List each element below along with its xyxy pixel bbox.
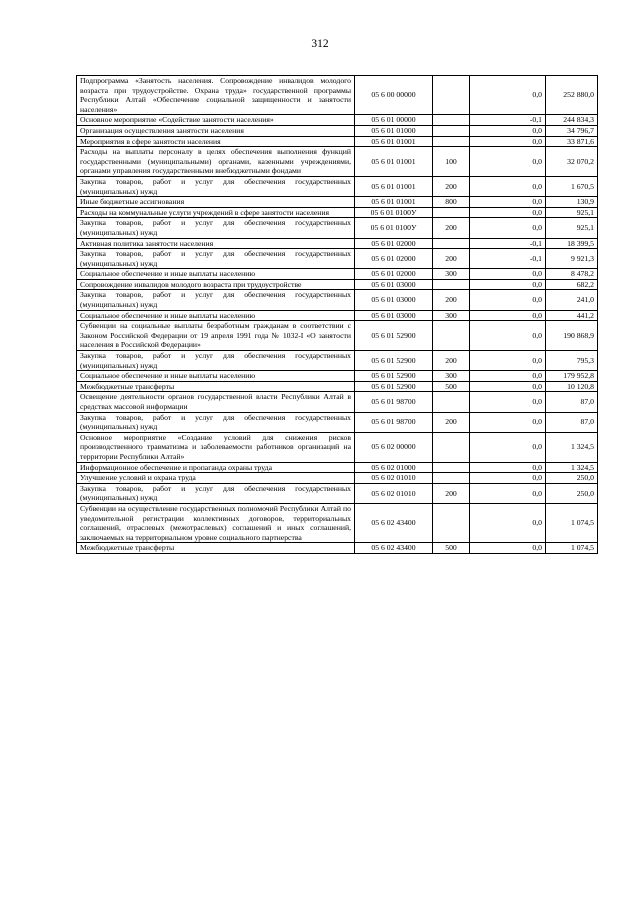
page-number: 312: [311, 38, 329, 50]
row-change-cell: 0,0: [470, 392, 546, 412]
table-row: [77, 351, 598, 371]
row-name-cell: Закупка товаров, работ и услуг для обеспечения государственных (муниципальных) нужд: [77, 176, 355, 196]
row-change-cell: 0,0: [470, 310, 546, 321]
table-row: [77, 310, 598, 321]
row-name-cell: Сопровождение инвалидов молодого возраста при трудоустройстве: [77, 279, 355, 290]
budget-table: [76, 75, 598, 554]
row-expense-type-cell: 200: [433, 483, 470, 503]
row-name-cell: Межбюджетные трансферты: [77, 543, 355, 554]
row-total-cell: 33 871,6: [546, 136, 598, 147]
row-total-cell: 1 074,5: [546, 543, 598, 554]
row-name-cell: Субвенции на осуществление государственных полномочий Республики Алтай по уведомительной регистрации коллективных договоров, территориальных соглашений, отраслевых (межотраслевых) соглашений и иных соглашений, заключаемых на территориальном уровне социального партнерства: [77, 503, 355, 542]
row-name-cell: Закупка товаров, работ и услуг для обеспечения государственных (муниципальных) нужд: [77, 249, 355, 269]
table-row: [77, 269, 598, 280]
table-row: [77, 483, 598, 503]
row-name-cell: Субвенции на социальные выплаты безработным гражданам в соответствии с Законом Российской Федерации от 19 апреля 1991 года № 1032-I «О занятости населения в Российской Федерации»: [77, 321, 355, 351]
row-code-cell: 05 6 01 02000: [355, 249, 433, 269]
row-expense-type-cell: [433, 115, 470, 126]
row-total-cell: 925,1: [546, 207, 598, 218]
row-code-cell: 05 6 01 52900: [355, 371, 433, 382]
row-total-cell: 1 670,5: [546, 176, 598, 196]
table-row: [77, 432, 598, 462]
row-code-cell: 05 6 01 98700: [355, 392, 433, 412]
row-change-cell: -0,1: [470, 238, 546, 249]
row-change-cell: 0,0: [470, 125, 546, 136]
row-change-cell: 0,0: [470, 218, 546, 238]
row-total-cell: 130,9: [546, 197, 598, 208]
row-code-cell: 05 6 01 03000: [355, 279, 433, 290]
row-code-cell: 05 6 01 52900: [355, 381, 433, 392]
row-code-cell: 05 6 01 01001: [355, 136, 433, 147]
row-change-cell: 0,0: [470, 76, 546, 115]
row-change-cell: 0,0: [470, 176, 546, 196]
table-row: [77, 115, 598, 126]
table-row: [77, 503, 598, 542]
row-expense-type-cell: [433, 279, 470, 290]
row-expense-type-cell: 200: [433, 176, 470, 196]
row-total-cell: 87,0: [546, 412, 598, 432]
row-change-cell: 0,0: [470, 462, 546, 473]
row-code-cell: 05 6 02 43400: [355, 543, 433, 554]
row-total-cell: 87,0: [546, 392, 598, 412]
row-total-cell: 682,2: [546, 279, 598, 290]
table-row: [77, 321, 598, 351]
table-row: [77, 218, 598, 238]
row-code-cell: 05 6 02 01000: [355, 462, 433, 473]
row-name-cell: Закупка товаров, работ и услуг для обеспечения государственных (муниципальных) нужд: [77, 483, 355, 503]
row-name-cell: Закупка товаров, работ и услуг для обеспечения государственных (муниципальных) нужд: [77, 412, 355, 432]
row-change-cell: 0,0: [470, 269, 546, 280]
row-name-cell: Информационное обеспечение и пропаганда охраны труда: [77, 462, 355, 473]
row-code-cell: 05 6 02 00000: [355, 432, 433, 462]
row-change-cell: 0,0: [470, 279, 546, 290]
row-expense-type-cell: 200: [433, 412, 470, 432]
table-row: [77, 543, 598, 554]
row-name-cell: Мероприятия в сфере занятости населения: [77, 136, 355, 147]
row-change-cell: 0,0: [470, 351, 546, 371]
budget-table-body: [77, 76, 598, 554]
row-name-cell: Иные бюджетные ассигнования: [77, 197, 355, 208]
row-name-cell: Социальное обеспечение и иные выплаты населению: [77, 310, 355, 321]
row-expense-type-cell: [433, 462, 470, 473]
row-expense-type-cell: [433, 392, 470, 412]
row-name-cell: Расходы на коммунальные услуги учреждений в сфере занятости населения: [77, 207, 355, 218]
row-total-cell: 1 074,5: [546, 503, 598, 542]
row-change-cell: -0,1: [470, 249, 546, 269]
table-row: [77, 290, 598, 310]
table-row: [77, 147, 598, 177]
table-row: [77, 76, 598, 115]
row-expense-type-cell: [433, 238, 470, 249]
row-name-cell: Межбюджетные трансферты: [77, 381, 355, 392]
table-row: [77, 371, 598, 382]
row-change-cell: 0,0: [470, 412, 546, 432]
row-total-cell: 244 834,3: [546, 115, 598, 126]
row-name-cell: Основное мероприятие «Содействие занятости населения»: [77, 115, 355, 126]
row-change-cell: 0,0: [470, 136, 546, 147]
row-expense-type-cell: [433, 207, 470, 218]
row-change-cell: 0,0: [470, 290, 546, 310]
row-name-cell: Закупка товаров, работ и услуг для обеспечения государственных (муниципальных) нужд: [77, 351, 355, 371]
row-code-cell: 05 6 00 00000: [355, 76, 433, 115]
row-total-cell: 10 120,8: [546, 381, 598, 392]
row-change-cell: 0,0: [470, 371, 546, 382]
row-change-cell: -0,1: [470, 115, 546, 126]
row-total-cell: 925,1: [546, 218, 598, 238]
row-name-cell: Активная политика занятости населения: [77, 238, 355, 249]
row-expense-type-cell: 200: [433, 290, 470, 310]
table-row: [77, 462, 598, 473]
row-code-cell: 05 6 01 01001: [355, 147, 433, 177]
row-expense-type-cell: 500: [433, 543, 470, 554]
row-name-cell: Социальное обеспечение и иные выплаты населению: [77, 371, 355, 382]
row-expense-type-cell: [433, 473, 470, 484]
row-expense-type-cell: [433, 76, 470, 115]
table-row: [77, 279, 598, 290]
row-expense-type-cell: 200: [433, 249, 470, 269]
row-change-cell: 0,0: [470, 503, 546, 542]
table-row: [77, 207, 598, 218]
row-code-cell: 05 6 01 02000: [355, 238, 433, 249]
row-code-cell: 05 6 01 0100У: [355, 207, 433, 218]
row-code-cell: 05 6 01 52900: [355, 321, 433, 351]
row-code-cell: 05 6 02 01010: [355, 473, 433, 484]
row-name-cell: Закупка товаров, работ и услуг для обеспечения государственных (муниципальных) нужд: [77, 218, 355, 238]
row-change-cell: 0,0: [470, 473, 546, 484]
row-expense-type-cell: 300: [433, 371, 470, 382]
row-change-cell: 0,0: [470, 381, 546, 392]
row-name-cell: Закупка товаров, работ и услуг для обеспечения государственных (муниципальных) нужд: [77, 290, 355, 310]
row-code-cell: 05 6 01 01000: [355, 125, 433, 136]
row-expense-type-cell: [433, 321, 470, 351]
row-code-cell: 05 6 01 01001: [355, 176, 433, 196]
row-change-cell: 0,0: [470, 207, 546, 218]
row-expense-type-cell: 300: [433, 269, 470, 280]
row-name-cell: Расходы на выплаты персоналу в целях обеспечения выполнения функций государственными (муниципальными) органами, казенными учреждениями, органами управления государственными внебюджетными фондами: [77, 147, 355, 177]
row-expense-type-cell: [433, 125, 470, 136]
row-expense-type-cell: [433, 432, 470, 462]
table-row: [77, 249, 598, 269]
row-name-cell: Улучшение условий и охрана труда: [77, 473, 355, 484]
row-code-cell: 05 6 02 43400: [355, 503, 433, 542]
row-name-cell: Организация осуществления занятости населения: [77, 125, 355, 136]
row-total-cell: 179 952,8: [546, 371, 598, 382]
row-name-cell: Социальное обеспечение и иные выплаты населению: [77, 269, 355, 280]
row-change-cell: 0,0: [470, 321, 546, 351]
row-name-cell: Подпрограмма «Занятость населения. Сопровождение инвалидов молодого возраста при трудоустройстве. Охрана труда» государственной программы Республики Алтай «Обеспечение социальной защищенности и занятости населения»: [77, 76, 355, 115]
row-change-cell: 0,0: [470, 543, 546, 554]
row-total-cell: 9 921,3: [546, 249, 598, 269]
table-row: [77, 238, 598, 249]
row-total-cell: 241,0: [546, 290, 598, 310]
row-change-cell: 0,0: [470, 197, 546, 208]
table-row: [77, 381, 598, 392]
row-expense-type-cell: 100: [433, 147, 470, 177]
table-row: [77, 176, 598, 196]
row-expense-type-cell: 800: [433, 197, 470, 208]
row-code-cell: 05 6 01 01001: [355, 197, 433, 208]
table-row: [77, 473, 598, 484]
row-total-cell: 250,0: [546, 473, 598, 484]
row-total-cell: 18 399,5: [546, 238, 598, 249]
row-name-cell: Основное мероприятие «Создание условий для снижения рисков производственного травматизма и заболеваемости работников организаций на территории Республики Алтай»: [77, 432, 355, 462]
row-change-cell: 0,0: [470, 483, 546, 503]
table-row: [77, 392, 598, 412]
row-total-cell: 441,2: [546, 310, 598, 321]
row-total-cell: 32 070,2: [546, 147, 598, 177]
row-total-cell: 34 796,7: [546, 125, 598, 136]
row-code-cell: 05 6 01 52900: [355, 351, 433, 371]
row-expense-type-cell: 200: [433, 351, 470, 371]
row-code-cell: 05 6 01 0100У: [355, 218, 433, 238]
row-total-cell: 252 880,0: [546, 76, 598, 115]
row-code-cell: 05 6 01 98700: [355, 412, 433, 432]
row-expense-type-cell: 300: [433, 310, 470, 321]
row-total-cell: 250,0: [546, 483, 598, 503]
row-total-cell: 1 324,5: [546, 432, 598, 462]
table-row: [77, 197, 598, 208]
row-code-cell: 05 6 01 00000: [355, 115, 433, 126]
table-row: [77, 412, 598, 432]
table-row: [77, 125, 598, 136]
row-change-cell: 0,0: [470, 432, 546, 462]
row-code-cell: 05 6 01 03000: [355, 310, 433, 321]
table-row: [77, 136, 598, 147]
row-total-cell: 190 868,9: [546, 321, 598, 351]
row-expense-type-cell: [433, 136, 470, 147]
row-total-cell: 795,3: [546, 351, 598, 371]
row-expense-type-cell: 200: [433, 218, 470, 238]
row-change-cell: 0,0: [470, 147, 546, 177]
row-total-cell: 1 324,5: [546, 462, 598, 473]
row-expense-type-cell: [433, 503, 470, 542]
row-code-cell: 05 6 01 03000: [355, 290, 433, 310]
row-code-cell: 05 6 01 02000: [355, 269, 433, 280]
row-code-cell: 05 6 02 01010: [355, 483, 433, 503]
row-expense-type-cell: 500: [433, 381, 470, 392]
row-name-cell: Освещение деятельности органов государственной власти Республики Алтай в средствах массовой информации: [77, 392, 355, 412]
row-total-cell: 8 478,2: [546, 269, 598, 280]
